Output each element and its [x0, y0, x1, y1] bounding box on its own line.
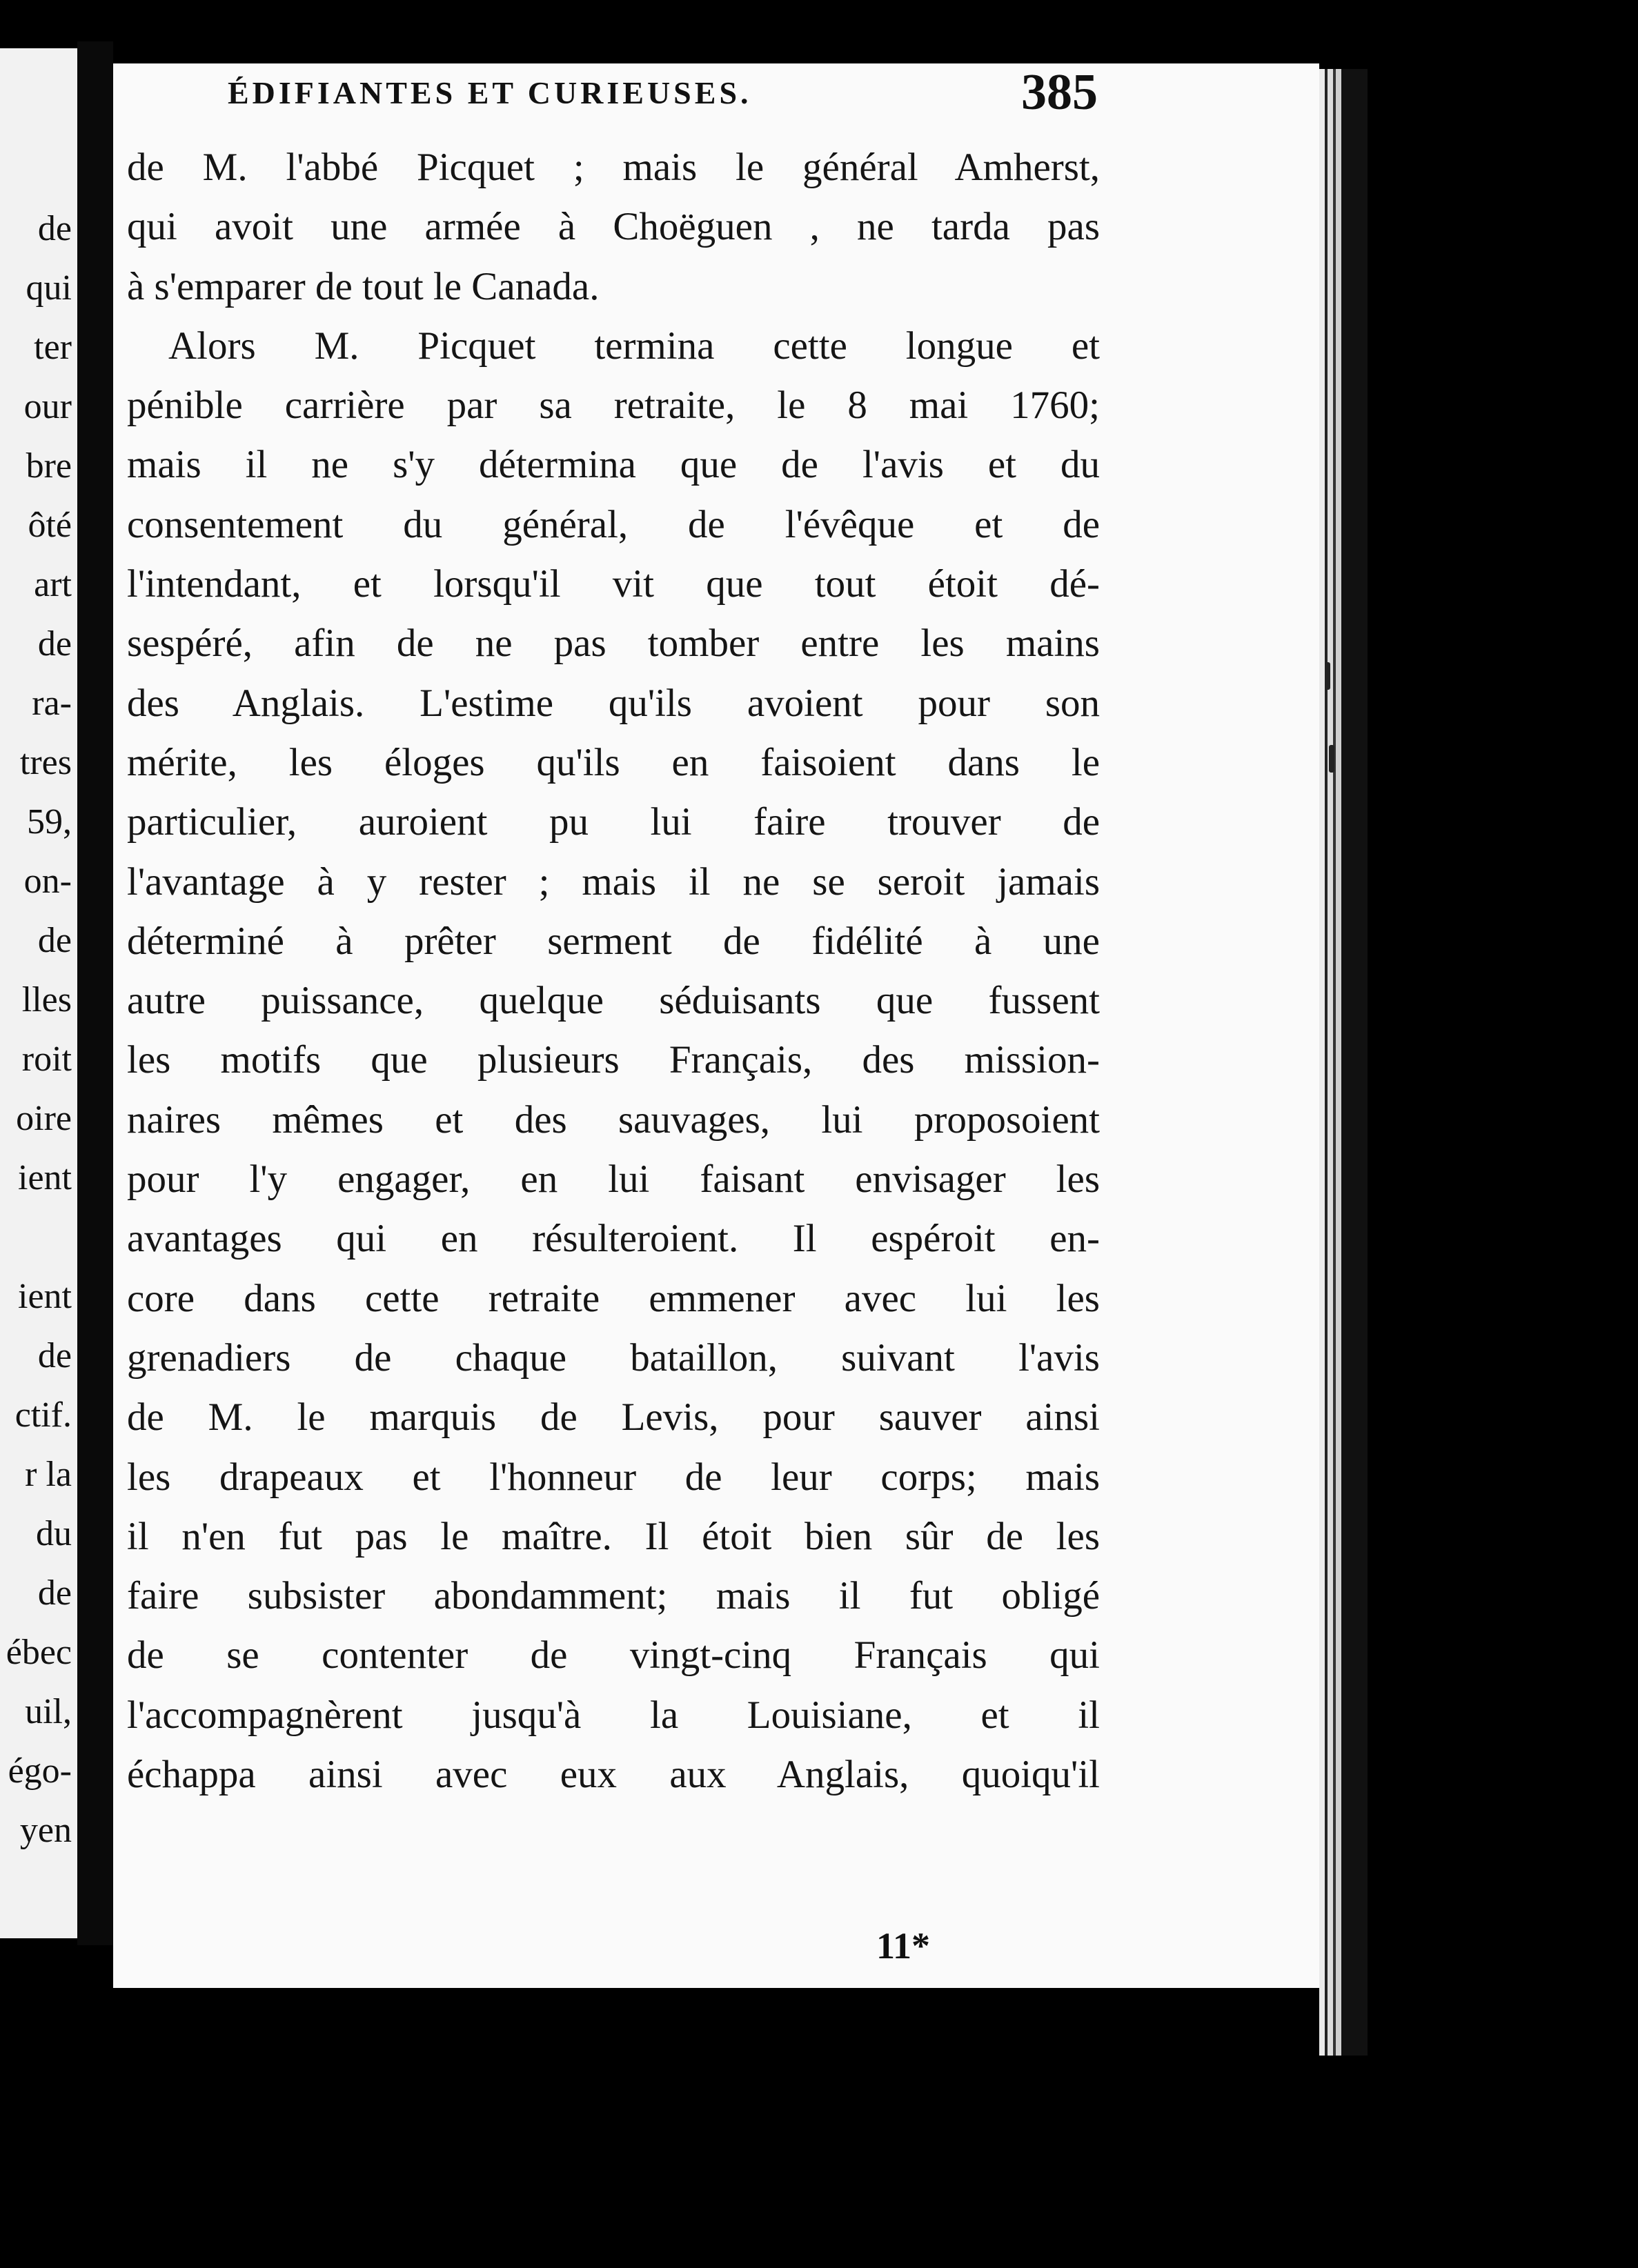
left-line-fragment: égo-: [8, 1751, 72, 1791]
body-text: [127, 138, 1100, 1804]
text-line: à s'emparer de tout le Canada.: [127, 264, 600, 308]
left-line-fragment: ébec: [6, 1633, 72, 1672]
left-line-fragment: r la: [25, 1455, 72, 1494]
page-number: 385: [1021, 64, 1098, 121]
page-edges: [1319, 69, 1368, 2056]
left-line-fragment: art: [34, 565, 72, 604]
text-line: consentement du général, de l'évêque et de: [127, 502, 1100, 546]
scan-mark: [1329, 745, 1334, 773]
text-line: pénible carrière par sa retraite, le 8 mai 1760;: [127, 384, 1100, 428]
left-line-fragment: on-: [23, 862, 72, 901]
text-line: core dans cette retraite emmener avec lui les: [127, 1276, 1100, 1320]
text-line: mérite, les éloges qu'ils en faisoient dans le: [127, 740, 1100, 784]
left-line-fragment: ient: [18, 1158, 72, 1197]
text-line: faire subsister abondamment; mais il fut obligé: [127, 1574, 1100, 1618]
left-line-fragment: de: [37, 921, 72, 960]
left-line-fragment: ctif.: [14, 1395, 72, 1435]
left-line-fragment: our: [23, 387, 72, 426]
text-line: des Anglais. L'estime qu'ils avoient pour son: [127, 681, 1100, 725]
text-line: l'intendant, et lorsqu'il vit que tout étoit dé-: [127, 562, 1100, 606]
text-line: de M. l'abbé Picquet ; mais le général Amherst,: [127, 146, 1100, 189]
text-line: mais il ne s'y détermina que de l'avis et du: [127, 443, 1100, 487]
text-line: Alors M. Picquet termina cette longue et: [168, 324, 1100, 368]
text-line: qui avoit une armée à Choëguen , ne tarda pas: [127, 205, 1100, 249]
left-line-fragment: de: [37, 624, 72, 664]
text-line: autre puissance, quelque séduisants que fussent: [127, 979, 1100, 1023]
text-line: l'avantage à y rester ; mais il ne se seroit jamais: [127, 859, 1100, 904]
left-line-fragment: de: [37, 209, 72, 248]
running-title: ÉDIFIANTES ET CURIEUSES.: [228, 75, 752, 110]
text-line: naires mêmes et des sauvages, lui proposoient: [127, 1097, 1100, 1142]
text-line: échappa ainsi avec eux aux Anglais, quoiqu'il: [127, 1753, 1100, 1797]
text-line: il n'en fut pas le maître. Il étoit bien sûr de les: [127, 1514, 1100, 1558]
text-line: sespéré, afin de ne pas tomber entre les mains: [127, 621, 1100, 666]
left-line-fragment: de: [37, 1573, 72, 1613]
left-line-fragment: uil,: [25, 1692, 72, 1731]
left-line-fragment: lles: [21, 980, 72, 1019]
left-line-fragment: qui: [26, 268, 72, 308]
left-line-fragment: ôté: [28, 506, 72, 545]
text-line: particulier, auroient pu lui faire trouver de: [127, 800, 1100, 844]
book-spine-gutter: [77, 41, 113, 1945]
text-line: avantages qui en résulteroient. Il espéroit en-: [127, 1217, 1100, 1261]
text-line: les drapeaux et l'honneur de leur corps; mais: [127, 1455, 1100, 1499]
text-line: l'accompagnèrent jusqu'à la Louisiane, et il: [127, 1693, 1100, 1737]
left-line-fragment: du: [36, 1514, 72, 1553]
left-line-fragment: yen: [19, 1811, 72, 1850]
left-line-fragment: roit: [21, 1040, 72, 1079]
text-line: de M. le marquis de Levis, pour sauver ainsi: [127, 1395, 1100, 1440]
left-line-fragment: 59,: [27, 802, 72, 842]
text-line: de se contenter de vingt-cinq Français qui: [127, 1633, 1100, 1678]
left-line-fragment: oire: [16, 1099, 72, 1138]
signature-mark: 11*: [876, 1925, 931, 1967]
text-line: grenadiers de chaque bataillon, suivant l'avis: [127, 1335, 1100, 1380]
text-line: déterminé à prêter serment de fidélité à une: [127, 919, 1100, 963]
left-line-fragment: de: [37, 1336, 72, 1375]
left-line-fragment: tres: [19, 743, 72, 782]
previous-page-fragment: [0, 48, 77, 1938]
left-line-fragment: ter: [34, 328, 72, 367]
scan-mark: [1325, 662, 1330, 690]
text-line: les motifs que plusieurs Français, des mission-: [127, 1038, 1100, 1082]
left-line-fragment: ra-: [32, 684, 72, 723]
left-line-fragment: bre: [26, 446, 72, 486]
text-line: pour l'y engager, en lui faisant envisager les: [127, 1157, 1100, 1202]
left-line-fragment: ient: [18, 1277, 72, 1316]
